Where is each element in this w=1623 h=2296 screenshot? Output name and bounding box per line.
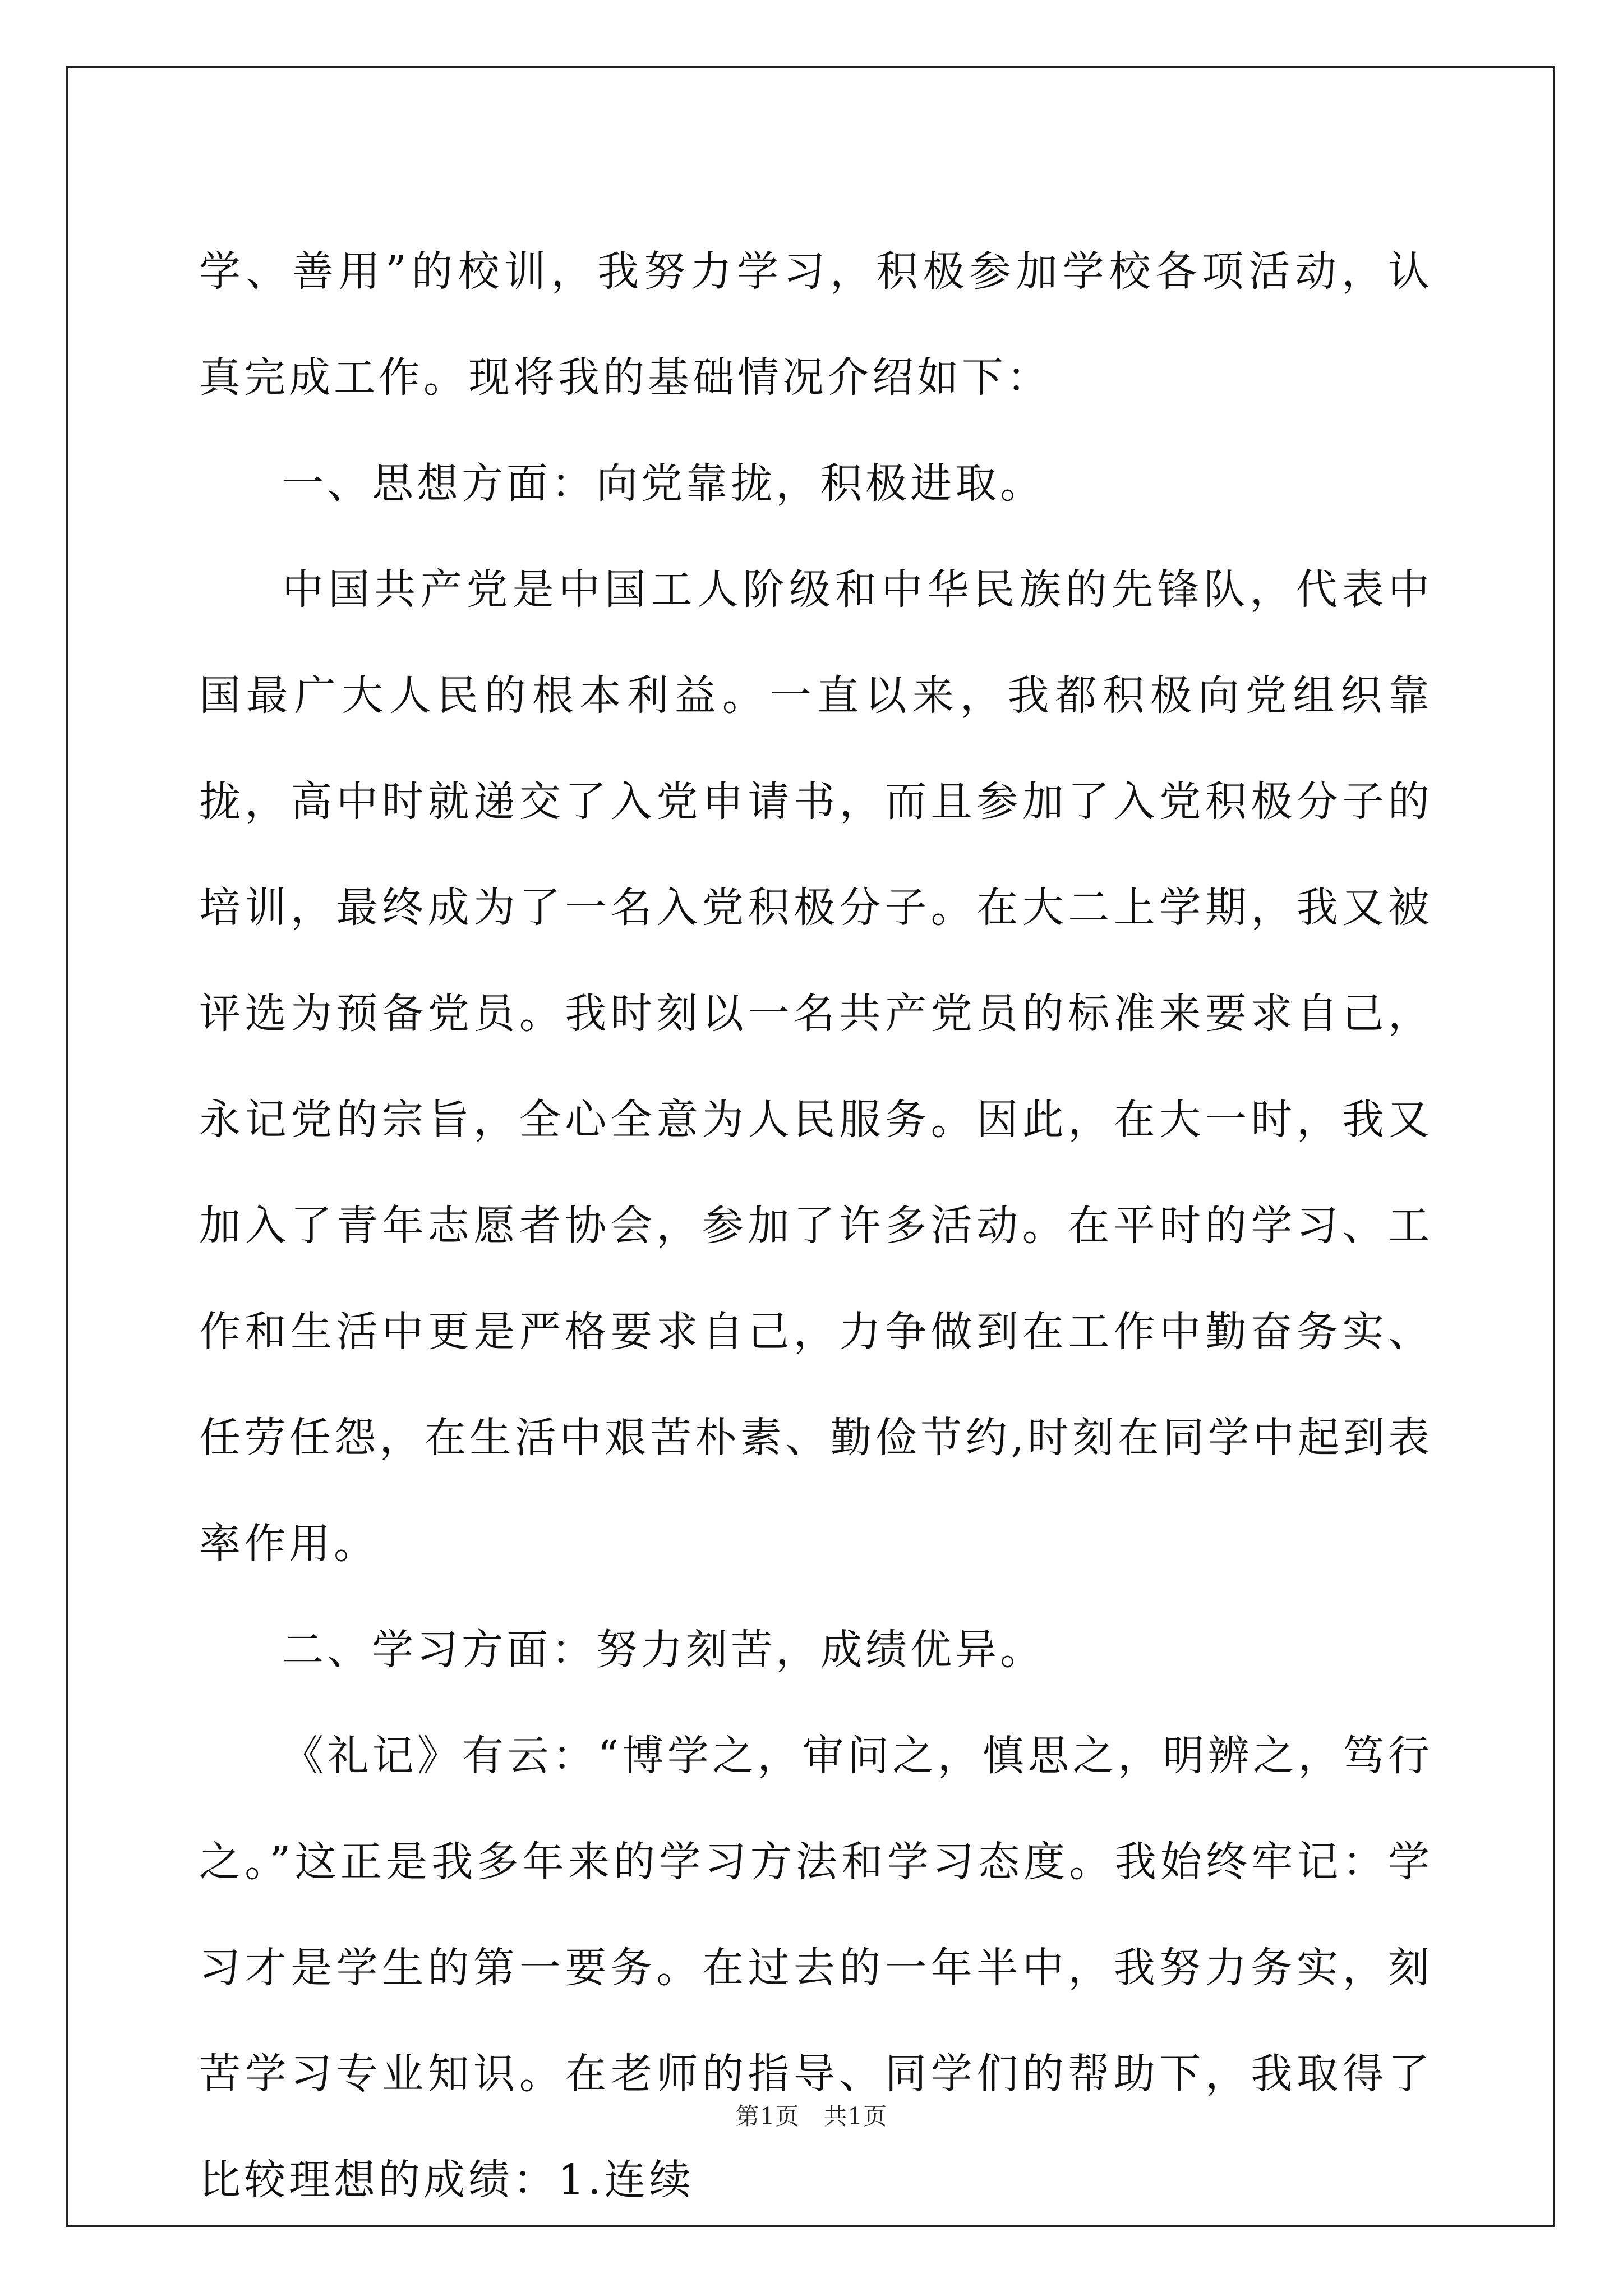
section-heading-ideology: 一、思想方面：向党靠拢，积极进取。 <box>282 459 1045 508</box>
page-number-footer: 第1页 共1页 <box>735 2102 888 2130</box>
paragraph-intro-continued: 学、善用”的校训，我努力学习，积极参加学校各项活动，认真完成工作。现将我的基础情况介绍如下： <box>199 247 1433 402</box>
document-body <box>199 219 1433 2233</box>
paragraph-study: 《礼记》有云：“博学之，审问之，慎思之，明辨之，笃行之。”这正是我多年来的学习方法和学习态度。我始终牢记：学习才是学生的第一要务。在过去的一年半中，我努力务实，刻苦学习专业知识。在老师的指导、同学们的帮助下，我取得了比较理想的成绩：1.连续 <box>199 1732 1433 2204</box>
section-heading-study: 二、学习方面：努力刻苦，成绩优异。 <box>282 1626 1045 1674</box>
paragraph-ideology: 中国共产党是中国工人阶级和中华民族的先锋队，代表中国最广大人民的根本利益。一直以来，我都积极向党组织靠拢，高中时就递交了入党申请书，而且参加了入党积极分子的培训，最终成为了一名入党积极分子。在大二上学期，我又被评选为预备党员。我时刻以一名共产党员的标准来要求自己，永记党的宗旨，全心全意为人民服务。因此，在大一时，我又加入了青年志愿者协会，参加了许多活动。在平时的学习、工作和生活中更是严格要求自己，力争做到在工作中勤奋务实、任劳任怨，在生活中艰苦朴素、勤俭节约,时刻在同学中起到表率作用。 <box>199 565 1433 1568</box>
